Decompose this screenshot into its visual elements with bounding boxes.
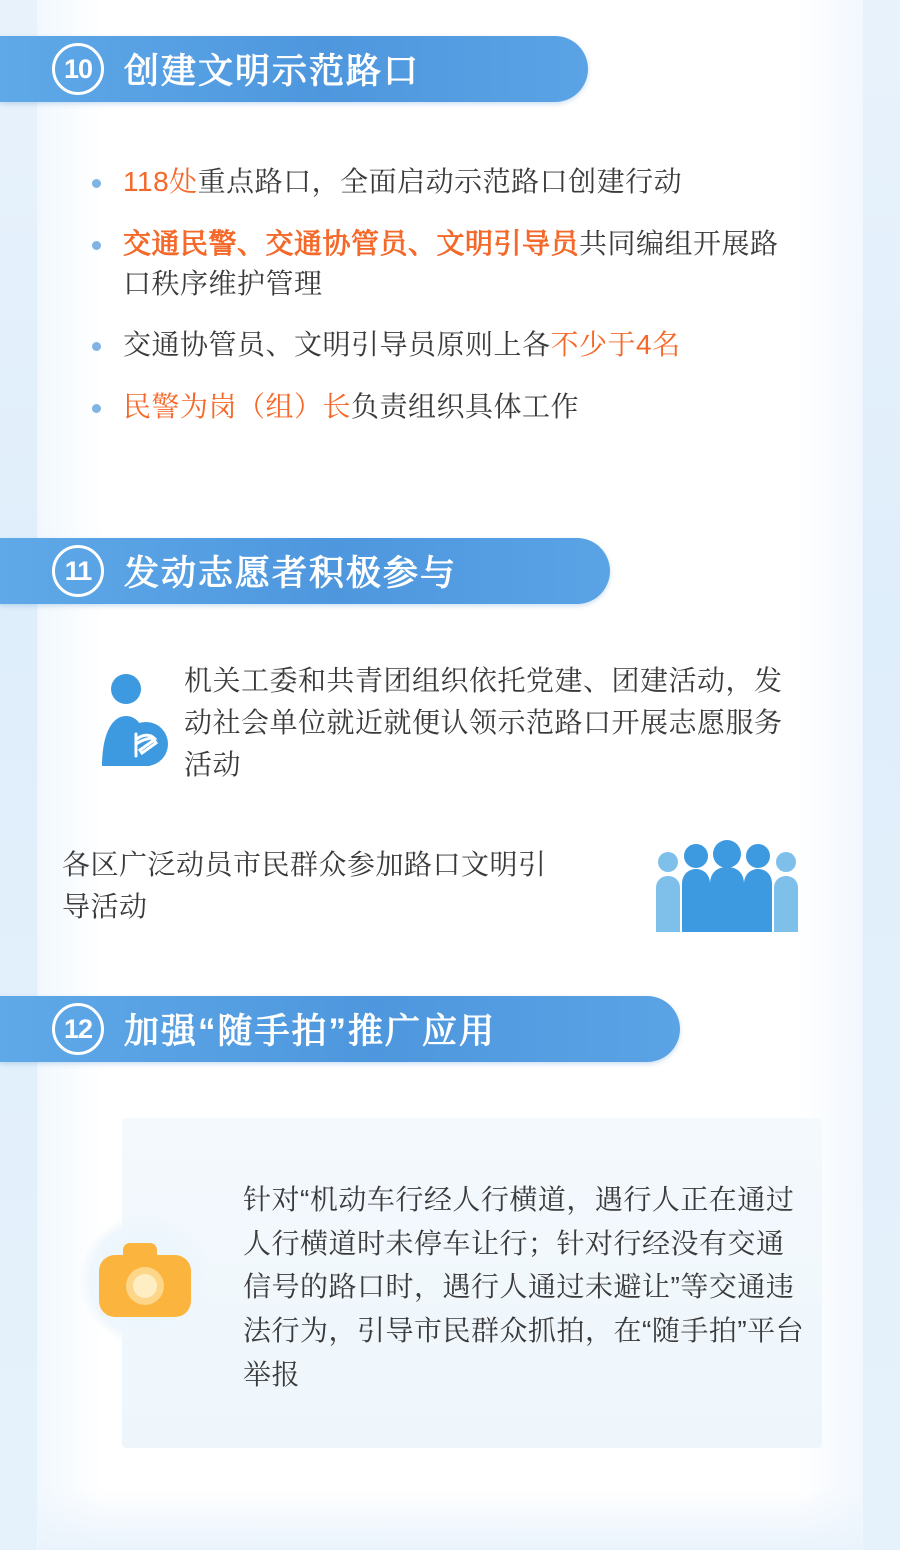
plain-text: 重点路口，全面启动示范路口创建行动 (197, 166, 683, 197)
bullet-text (123, 325, 681, 365)
camera-icon (97, 1241, 193, 1319)
bottom-fade (38, 1490, 862, 1550)
section-title-11: 发动志愿者积极参与 (124, 554, 458, 593)
bullet-text (123, 162, 682, 202)
section-number-10: 10 (52, 43, 104, 95)
bullet-text (123, 224, 792, 304)
highlight-text: 不少于4名 (550, 329, 681, 361)
plain-text: 共同编组开展路口秩序维护管理 (123, 227, 779, 299)
section-header-10 (0, 36, 588, 102)
bullet-dot-icon (92, 179, 101, 188)
section-title-12: 加强“随手拍”推广应用 (124, 1012, 497, 1051)
bullet-text (123, 387, 579, 427)
section-12-paragraph: 针对“机动车行经人行横道，遇行人正在通过人行横道时未停车让行；针对行经没有交通信号的路口时，遇行人通过未避让”等交通违法行为，引导市民群众抓拍，在“随手拍”平台举报 (243, 1184, 805, 1390)
section-number-12: 12 (52, 1003, 104, 1055)
bullet-dot-icon (92, 241, 101, 250)
section-11-paragraph-2: 各区广泛动员市民群众参加路口文明引导活动 (62, 849, 547, 922)
section-11-paragraph-1: 机关工委和共青团组织依托党建、团建活动，发动社会单位就近就便认领示范路口开展志愿服务活动 (184, 665, 783, 780)
section-title-10: 创建文明示范路口 (124, 52, 421, 91)
highlight-text: 118处 (123, 166, 198, 197)
bullet-dot-icon (92, 404, 101, 413)
bullet-dot-icon (92, 342, 101, 351)
plain-text: 负责组织具体工作 (351, 391, 580, 422)
section-10-bullet-list (92, 162, 792, 449)
list-item (92, 162, 792, 202)
camera-icon-wrap (80, 1215, 210, 1345)
list-item (92, 224, 792, 304)
section-11-row-2 (62, 840, 802, 932)
list-item (92, 325, 792, 365)
highlight-text: 交通民警、交通协管员、文明引导员 (123, 227, 580, 259)
volunteer-group-icon (652, 840, 802, 932)
party-emblem-icon (92, 672, 174, 768)
section-header-12 (0, 996, 680, 1062)
section-11-row-1 (92, 660, 802, 786)
highlight-text: 民警为岗（组）长 (123, 391, 352, 422)
list-item (92, 387, 792, 427)
section-number-11: 11 (52, 545, 104, 597)
section-header-11 (0, 538, 610, 604)
section-11-body (0, 660, 824, 960)
plain-text: 交通协管员、文明引导员原则上各 (123, 329, 551, 361)
